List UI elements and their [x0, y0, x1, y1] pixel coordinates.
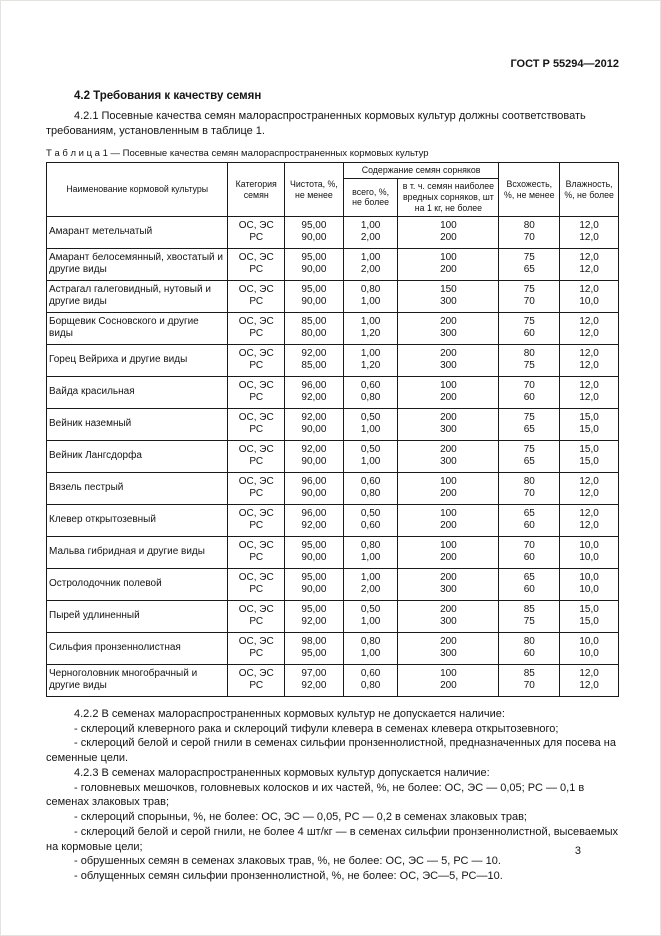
cell-moisture: 15,0 15,0 — [560, 600, 619, 632]
col-header-category: Категория семян — [228, 163, 285, 217]
col-header-weeds-harmful: в т. ч. семян наиболее вредных сорняков, шт на 1 кг, не более — [398, 179, 499, 217]
cell-purity: 95,00 90,00 — [285, 248, 344, 280]
cell-weeds-harmful: 150 300 — [398, 280, 499, 312]
cell-category: ОС, ЭС РС — [228, 568, 285, 600]
clause-paragraph: - склероций белой и серой гнили, не более 4 шт/кг — в семенах сильфии пронзеннолистной, высеваемых на кормовые цели; — [46, 825, 618, 853]
cell-germination: 80 70 — [499, 472, 560, 504]
cell-weeds-total: 0,50 1,00 — [343, 440, 398, 472]
intro-paragraph: 4.2.1 Посевные качества семян малораспространенных кормовых культур должны соответствовать требованиям, установленным в таблице 1. — [46, 110, 586, 137]
table-row — [47, 440, 619, 472]
cell-weeds-total: 0,60 0,80 — [343, 472, 398, 504]
cell-crop-name: Клевер открытозевный — [47, 504, 228, 536]
cell-weeds-total: 0,50 0,60 — [343, 504, 398, 536]
cell-weeds-total: 1,00 2,00 — [343, 568, 398, 600]
cell-crop-name: Остролодочник полевой — [47, 568, 228, 600]
cell-moisture: 10,0 10,0 — [560, 536, 619, 568]
cell-crop-name: Амарант метельчатый — [47, 216, 228, 248]
cell-weeds-harmful: 100 200 — [398, 664, 499, 696]
cell-purity: 95,00 90,00 — [285, 568, 344, 600]
cell-category: ОС, ЭС РС — [228, 632, 285, 664]
page-number: 3 — [574, 845, 581, 857]
cell-weeds-harmful: 100 200 — [398, 216, 499, 248]
cell-moisture: 12,0 12,0 — [560, 504, 619, 536]
cell-moisture: 12,0 12,0 — [560, 248, 619, 280]
cell-purity: 92,00 90,00 — [285, 408, 344, 440]
cell-weeds-total: 0,50 1,00 — [343, 600, 398, 632]
table-caption: Т а б л и ц а 1 — Посевные качества семян малораспространенных кормовых культур — [46, 148, 429, 160]
cell-germination: 75 65 — [499, 408, 560, 440]
cell-purity: 95,00 90,00 — [285, 280, 344, 312]
cell-purity: 96,00 92,00 — [285, 376, 344, 408]
cell-crop-name: Борщевик Сосновского и другие виды — [47, 312, 228, 344]
clause-paragraph: - обрушенных семян в семенах злаковых трав, %, не более: ОС, ЭС — 5, РС — 10. — [74, 855, 501, 868]
cell-crop-name: Вейник Лангсдорфа — [47, 440, 228, 472]
clause-paragraph: - головневых мешочков, головневых колосков и их частей, %, не более: ОС, ЭС — 0,05; РС — 0,1 в семенах злаковых трав; — [46, 781, 585, 809]
table-row — [47, 312, 619, 344]
col-header-weeds-total: всего, %, не более — [343, 179, 398, 217]
table-row — [47, 664, 619, 696]
cell-category: ОС, ЭС РС — [228, 344, 285, 376]
cell-category: ОС, ЭС РС — [228, 536, 285, 568]
cell-moisture: 12,0 10,0 — [560, 280, 619, 312]
clauses — [46, 707, 619, 884]
cell-crop-name: Горец Вейриха и другие виды — [47, 344, 228, 376]
cell-category: ОС, ЭС РС — [228, 376, 285, 408]
cell-germination: 80 70 — [499, 216, 560, 248]
cell-moisture: 10,0 10,0 — [560, 568, 619, 600]
cell-weeds-harmful: 100 200 — [398, 504, 499, 536]
cell-moisture: 12,0 12,0 — [560, 312, 619, 344]
cell-category: ОС, ЭС РС — [228, 216, 285, 248]
cell-weeds-total: 1,00 2,00 — [343, 216, 398, 248]
cell-moisture: 12,0 12,0 — [560, 376, 619, 408]
cell-purity: 96,00 92,00 — [285, 504, 344, 536]
seed-quality-table — [46, 162, 619, 697]
col-header-weeds-group: Содержание семян сорняков — [343, 163, 499, 179]
cell-category: ОС, ЭС РС — [228, 472, 285, 504]
col-header-germination: Всхожесть, %, не менее — [499, 163, 560, 217]
cell-moisture: 15,0 15,0 — [560, 408, 619, 440]
cell-purity: 95,00 90,00 — [285, 216, 344, 248]
cell-purity: 92,00 90,00 — [285, 440, 344, 472]
cell-germination: 75 60 — [499, 312, 560, 344]
cell-weeds-total: 0,80 1,00 — [343, 280, 398, 312]
cell-weeds-total: 1,00 1,20 — [343, 344, 398, 376]
cell-category: ОС, ЭС РС — [228, 280, 285, 312]
cell-weeds-total: 1,00 1,20 — [343, 312, 398, 344]
table-row — [47, 472, 619, 504]
doc-number: ГОСТ Р 55294—2012 — [510, 58, 619, 70]
table-body — [47, 216, 619, 696]
table-row — [47, 600, 619, 632]
cell-category: ОС, ЭС РС — [228, 440, 285, 472]
table-row — [47, 216, 619, 248]
clause-paragraph: 4.2.2 В семенах малораспространенных кормовых культур не допускается наличие: — [74, 707, 505, 720]
col-header-crop-name: Наименование кормовой культуры — [47, 163, 228, 217]
section-heading: 4.2 Требования к качеству семян — [74, 90, 262, 102]
table-row — [47, 376, 619, 408]
table-row — [47, 504, 619, 536]
cell-weeds-total: 0,80 1,00 — [343, 632, 398, 664]
cell-germination: 75 65 — [499, 440, 560, 472]
col-header-purity: Чистота, %, не менее — [285, 163, 344, 217]
cell-germination: 70 60 — [499, 376, 560, 408]
table-row — [47, 536, 619, 568]
cell-crop-name: Амарант белосемянный, хвостатый и другие виды — [47, 248, 228, 280]
clause-paragraph: - склероций спорыньи, %, не более: ОС, ЭС — 0,05, РС — 0,2 в семенах злаковых трав; — [74, 811, 527, 824]
cell-weeds-harmful: 100 200 — [398, 472, 499, 504]
col-header-moisture: Влажность, %, не более — [560, 163, 619, 217]
cell-weeds-total: 0,60 0,80 — [343, 376, 398, 408]
cell-weeds-harmful: 200 300 — [398, 568, 499, 600]
cell-germination: 80 75 — [499, 344, 560, 376]
cell-moisture: 12,0 12,0 — [560, 216, 619, 248]
cell-weeds-total: 0,50 1,00 — [343, 408, 398, 440]
table-row — [47, 568, 619, 600]
cell-moisture: 10,0 10,0 — [560, 632, 619, 664]
cell-crop-name: Вейник наземный — [47, 408, 228, 440]
cell-moisture: 12,0 12,0 — [560, 472, 619, 504]
cell-category: ОС, ЭС РС — [228, 248, 285, 280]
table-row — [47, 344, 619, 376]
cell-germination: 85 75 — [499, 600, 560, 632]
cell-crop-name: Вайда красильная — [47, 376, 228, 408]
table-header — [47, 163, 619, 217]
cell-germination: 85 70 — [499, 664, 560, 696]
cell-purity: 97,00 92,00 — [285, 664, 344, 696]
cell-category: ОС, ЭС РС — [228, 664, 285, 696]
cell-germination: 75 65 — [499, 248, 560, 280]
cell-weeds-harmful: 200 300 — [398, 632, 499, 664]
cell-weeds-total: 0,80 1,00 — [343, 536, 398, 568]
cell-weeds-harmful: 200 300 — [398, 408, 499, 440]
cell-moisture: 15,0 15,0 — [560, 440, 619, 472]
cell-category: ОС, ЭС РС — [228, 504, 285, 536]
cell-purity: 92,00 85,00 — [285, 344, 344, 376]
table-row — [47, 280, 619, 312]
clause-paragraph: - склероций белой и серой гнили в семенах сильфии пронзеннолистной, предназначенных для посева на семенные цели. — [46, 737, 617, 765]
cell-moisture: 12,0 12,0 — [560, 344, 619, 376]
cell-weeds-harmful: 100 200 — [398, 376, 499, 408]
clause-paragraph: - склероций клеверного рака и склероций тифули клевера в семенах клевера открытозевного; — [74, 722, 559, 735]
cell-purity: 95,00 92,00 — [285, 600, 344, 632]
cell-crop-name: Вязель пестрый — [47, 472, 228, 504]
cell-germination: 70 60 — [499, 536, 560, 568]
cell-moisture: 12,0 12,0 — [560, 664, 619, 696]
cell-weeds-harmful: 200 300 — [398, 312, 499, 344]
cell-weeds-harmful: 200 300 — [398, 440, 499, 472]
cell-purity: 98,00 95,00 — [285, 632, 344, 664]
cell-crop-name: Астрагал галеговидный, нутовый и другие виды — [47, 280, 228, 312]
cell-purity: 85,00 80,00 — [285, 312, 344, 344]
cell-germination: 65 60 — [499, 568, 560, 600]
cell-germination: 80 60 — [499, 632, 560, 664]
clause-paragraph: 4.2.3 В семенах малораспространенных кормовых культур допускается наличие: — [74, 766, 490, 779]
cell-crop-name: Пырей удлиненный — [47, 600, 228, 632]
clause-paragraph: - облущенных семян сильфии пронзеннолистной, %, не более: ОС, ЭС—5, РС—10. — [74, 870, 503, 883]
cell-weeds-harmful: 200 300 — [398, 344, 499, 376]
cell-weeds-total: 1,00 2,00 — [343, 248, 398, 280]
cell-weeds-total: 0,60 0,80 — [343, 664, 398, 696]
cell-weeds-harmful: 100 200 — [398, 248, 499, 280]
cell-category: ОС, ЭС РС — [228, 312, 285, 344]
cell-purity: 95,00 90,00 — [285, 536, 344, 568]
table-row — [47, 248, 619, 280]
cell-weeds-harmful: 100 200 — [398, 536, 499, 568]
cell-germination: 65 60 — [499, 504, 560, 536]
cell-crop-name: Сильфия пронзеннолистная — [47, 632, 228, 664]
cell-category: ОС, ЭС РС — [228, 600, 285, 632]
cell-crop-name: Мальва гибридная и другие виды — [47, 536, 228, 568]
cell-germination: 75 70 — [499, 280, 560, 312]
table-row — [47, 632, 619, 664]
table-row — [47, 408, 619, 440]
cell-purity: 96,00 90,00 — [285, 472, 344, 504]
cell-weeds-harmful: 200 300 — [398, 600, 499, 632]
cell-category: ОС, ЭС РС — [228, 408, 285, 440]
cell-crop-name: Черноголовник многобрачный и другие виды — [47, 664, 228, 696]
